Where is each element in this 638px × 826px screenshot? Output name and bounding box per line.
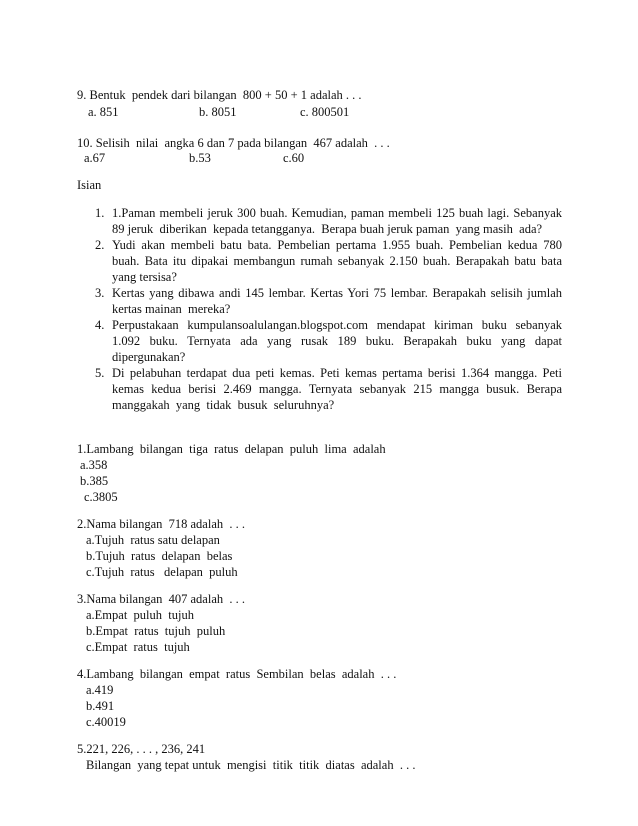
question-9-option-c: c. 800501 <box>300 105 350 119</box>
mc-question-4: 4.Lambang bilangan empat ratus Sembilan belas adalah . . . <box>77 667 397 681</box>
mc-question-3-option-a: a.Empat puluh tujuh <box>86 608 194 622</box>
question-10-option-a: a.67 <box>84 151 106 165</box>
isian-item-2-line-1: Yudi akan membeli batu bata. Pembelian pertama 1.955 buah. Pembelian kedua 780 <box>112 238 562 252</box>
isian-item-2-line-3: yang tersisa? <box>112 270 177 284</box>
isian-item-5-line-1: Di pelabuhan terdapat dua peti kemas. Peti kemas pertama berisi 1.364 mangga. Peti <box>112 366 562 380</box>
mc-question-3-option-b: b.Empat ratus tujuh puluh <box>86 624 226 638</box>
mc-question-1: 1.Lambang bilangan tiga ratus delapan puluh lima adalah <box>77 442 386 456</box>
isian-item-4-line-1: Perpustakaan kumpulansoalulangan.blogspot.com mendapat kiriman buku sebanyak <box>112 318 562 332</box>
mc-question-3-option-c: c.Empat ratus tujuh <box>86 640 190 654</box>
isian-item-5-line-3: manggakah yang tidak busuk seluruhnya? <box>112 398 335 412</box>
isian-item-2-number: 2. <box>95 238 105 252</box>
mc-question-4-option-a: a.419 <box>86 683 114 697</box>
question-10: 10. Selisih nilai angka 6 dan 7 pada bilangan 467 adalah . . . <box>77 136 390 150</box>
isian-item-3-line-2: kertas mainan mereka? <box>112 302 231 316</box>
question-9-option-a: a. 851 <box>88 105 119 119</box>
isian-item-3-line-1: Kertas yang dibawa andi 145 lembar. Kertas Yori 75 lembar. Berapakah selisih jumlah <box>112 286 562 300</box>
mc-question-1-option-c: c.3805 <box>84 490 118 504</box>
mc-question-3: 3.Nama bilangan 407 adalah . . . <box>77 592 246 606</box>
isian-item-1-line-2: 89 jeruk diberikan kepada tetangganya. Berapa buah jeruk paman yang masih ada? <box>112 222 543 236</box>
isian-item-3-number: 3. <box>95 286 105 300</box>
mc-question-1-option-a: a.358 <box>80 458 108 472</box>
mc-question-4-option-c: c.40019 <box>86 715 126 729</box>
isian-item-4-line-2: 1.092 buku. Ternyata ada yang rusak 189 buku. Berapakah buku yang dapat <box>112 334 562 348</box>
mc-question-2-option-a: a.Tujuh ratus satu delapan <box>86 533 220 547</box>
mc-question-4-option-b: b.491 <box>86 699 115 713</box>
mc-question-2: 2.Nama bilangan 718 adalah . . . <box>77 517 246 531</box>
question-10-option-c: c.60 <box>283 151 305 165</box>
mc-question-5-prompt: Bilangan yang tepat untuk mengisi titik titik diatas adalah . . . <box>86 758 416 772</box>
mc-question-2-option-b: b.Tujuh ratus delapan belas <box>86 549 233 563</box>
question-10-option-b: b.53 <box>189 151 211 165</box>
question-9: 9. Bentuk pendek dari bilangan 800 + 50 + 1 adalah . . . <box>77 88 362 102</box>
isian-item-4-line-3: dipergunakan? <box>112 350 186 364</box>
isian-item-1-line-1: 1.Paman membeli jeruk 300 buah. Kemudian, paman membeli 125 buah lagi. Sebanyak <box>112 206 562 220</box>
isian-heading: Isian <box>77 178 102 192</box>
isian-item-5-line-2: kemas kedua berisi 2.469 mangga. Ternyata sebanyak 215 mangga busuk. Berapa <box>112 382 562 396</box>
question-9-option-b: b. 8051 <box>199 105 237 119</box>
isian-item-5-number: 5. <box>95 366 105 380</box>
isian-item-4-number: 4. <box>95 318 105 332</box>
isian-item-2-line-2: buah. Bata itu dipakai membangun rumah sebanyak 2.150 buah. Berapakah batu bata <box>112 254 562 268</box>
mc-question-1-option-b: b.385 <box>80 474 109 488</box>
isian-item-1-number: 1. <box>95 206 105 220</box>
mc-question-5: 5.221, 226, . . . , 236, 241 <box>77 742 206 756</box>
mc-question-2-option-c: c.Tujuh ratus delapan puluh <box>86 565 238 579</box>
